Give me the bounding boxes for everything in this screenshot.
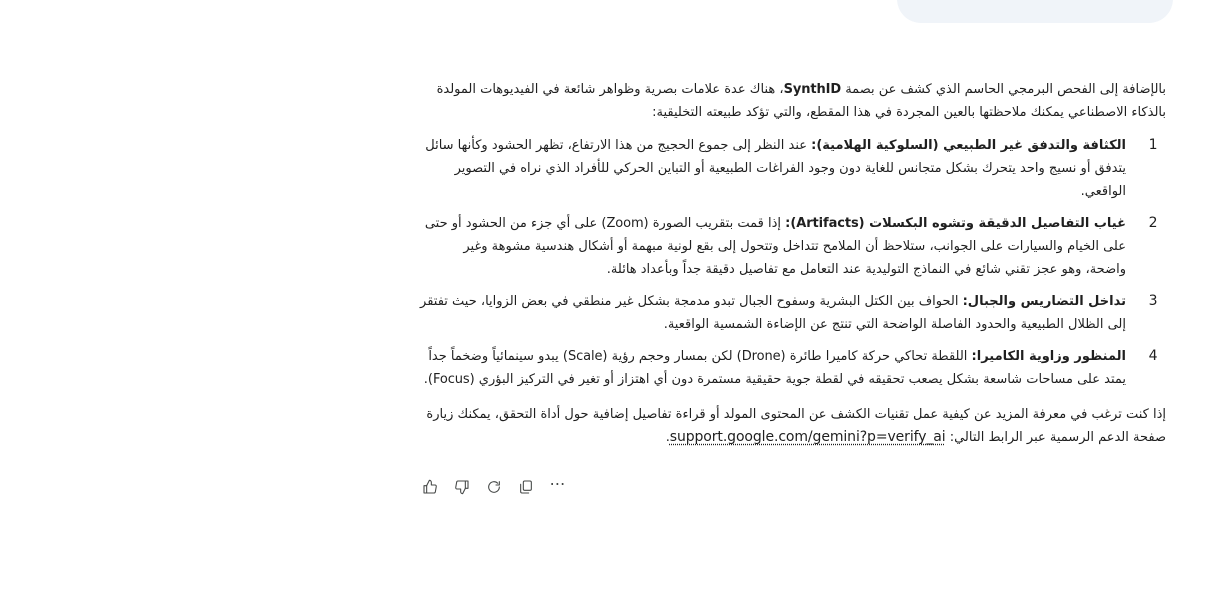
user-message-bubble bbox=[897, 0, 1173, 23]
regenerate-button[interactable] bbox=[482, 476, 506, 498]
list-item-body: إذا قمت بتقريب الصورة (Zoom) على أي جزء من الحشود أو حتى على الخيام والسيارات على الجوانب، ستلاحظ أن الملامح تتداخل وتتحول إلى بقع لونية مبهمة أو أشكال هندسية مشوهة وغير واضحة، وهو عجز تقني شائع في النماذج التوليدية عند التعامل مع تفاصيل دقيقة جداً وبأعداد هائلة. bbox=[424, 216, 1126, 277]
assistant-response bbox=[420, 78, 1166, 449]
list-item-number: 2 bbox=[1148, 215, 1158, 231]
more-options-button[interactable] bbox=[546, 476, 570, 498]
list-item-title-text: غياب التفاصيل الدقيقة وتشوه البكسلات bbox=[869, 216, 1126, 231]
list-item-title bbox=[785, 216, 1126, 231]
outro-text: إذا كنت ترغب في معرفة المزيد عن كيفية عمل تقنيات الكشف عن المحتوى المولد أو قراءة تفاصيل إضافية حول أداة التحقق، يمكنك زيارة صفحة الدعم الرسمية عبر الرابط التالي: bbox=[426, 407, 1166, 445]
list-item-number: 1 bbox=[1148, 137, 1158, 153]
outro-paragraph bbox=[420, 403, 1166, 449]
intro-text-end: ، هناك عدة علامات بصرية وظواهر شائعة في الفيديوهات المولدة بالذكاء الاصطناعي يمكنك ملاحظتها بالعين المجردة في هذا المقطع، والتي تؤكد طبيعته التخليقية: bbox=[436, 82, 1166, 120]
list-item-title: تداخل التضاريس والجبال: bbox=[962, 294, 1126, 309]
thumbs-up-icon bbox=[422, 479, 438, 495]
list-item bbox=[420, 345, 1166, 391]
signs-list bbox=[420, 134, 1166, 391]
thumbs-up-button[interactable] bbox=[418, 476, 442, 498]
synthid-brand: SynthID bbox=[783, 82, 842, 97]
list-item-body: اللقطة تحاكي حركة كاميرا طائرة (Drone) لكن بمسار وحجم رؤية (Scale) يبدو سينمائياً وضخماً جداً يمتد على مساحات شاسعة بشكل يصعب تحقيقه في لقطة جوية حقيقية مستمرة دون أي اهتزاز أو تغير في التركيز البؤري (Focus). bbox=[423, 349, 1126, 387]
intro-paragraph bbox=[420, 78, 1166, 124]
list-item-title: الكثافة والتدفق غير الطبيعي (السلوكية الهلامية): bbox=[811, 138, 1126, 153]
thumbs-down-button[interactable] bbox=[450, 476, 474, 498]
response-actions bbox=[418, 476, 570, 498]
list-item-title-latin: (Artifacts) bbox=[790, 216, 865, 231]
list-item-number: 3 bbox=[1148, 293, 1158, 309]
list-item bbox=[420, 134, 1166, 203]
list-item-title: المنظور وزاوية الكاميرا: bbox=[971, 349, 1126, 364]
copy-icon bbox=[518, 479, 534, 495]
list-item bbox=[420, 212, 1166, 281]
outro-end: . bbox=[665, 430, 670, 445]
intro-text-start: بالإضافة إلى الفحص البرمجي الحاسم الذي كشف عن بصمة bbox=[845, 82, 1166, 97]
list-item-body: عند النظر إلى جموع الحجيج من هذا الارتفاع، تظهر الحشود وكأنها سائل يتدفق أو نسيج واحد يتحرك بشكل متجانس للغاية دون وجود الفراغات الطبيعية أو التباين الحركي للأفراد الذي نراه في التصوير الواقعي. bbox=[425, 138, 1126, 199]
support-link[interactable]: support.google.com/gemini?p=verify_ai bbox=[669, 429, 946, 445]
copy-button[interactable] bbox=[514, 476, 538, 498]
thumbs-down-icon bbox=[454, 479, 470, 495]
list-item-body: الحواف بين الكتل البشرية وسفوح الجبال تبدو مدمجة بشكل غير منطقي في بعض الزوايا، حيث تفتقر إلى الظلال الطبيعية والحدود الفاصلة الواضحة التي تنتج عن الإضاءة الشمسية الواقعية. bbox=[420, 294, 1126, 332]
list-item-title-colon: : bbox=[785, 216, 791, 231]
list-item-number: 4 bbox=[1148, 348, 1158, 364]
more-options-icon: ⋯ bbox=[549, 474, 567, 493]
refresh-icon bbox=[486, 479, 502, 495]
list-item bbox=[420, 290, 1166, 336]
